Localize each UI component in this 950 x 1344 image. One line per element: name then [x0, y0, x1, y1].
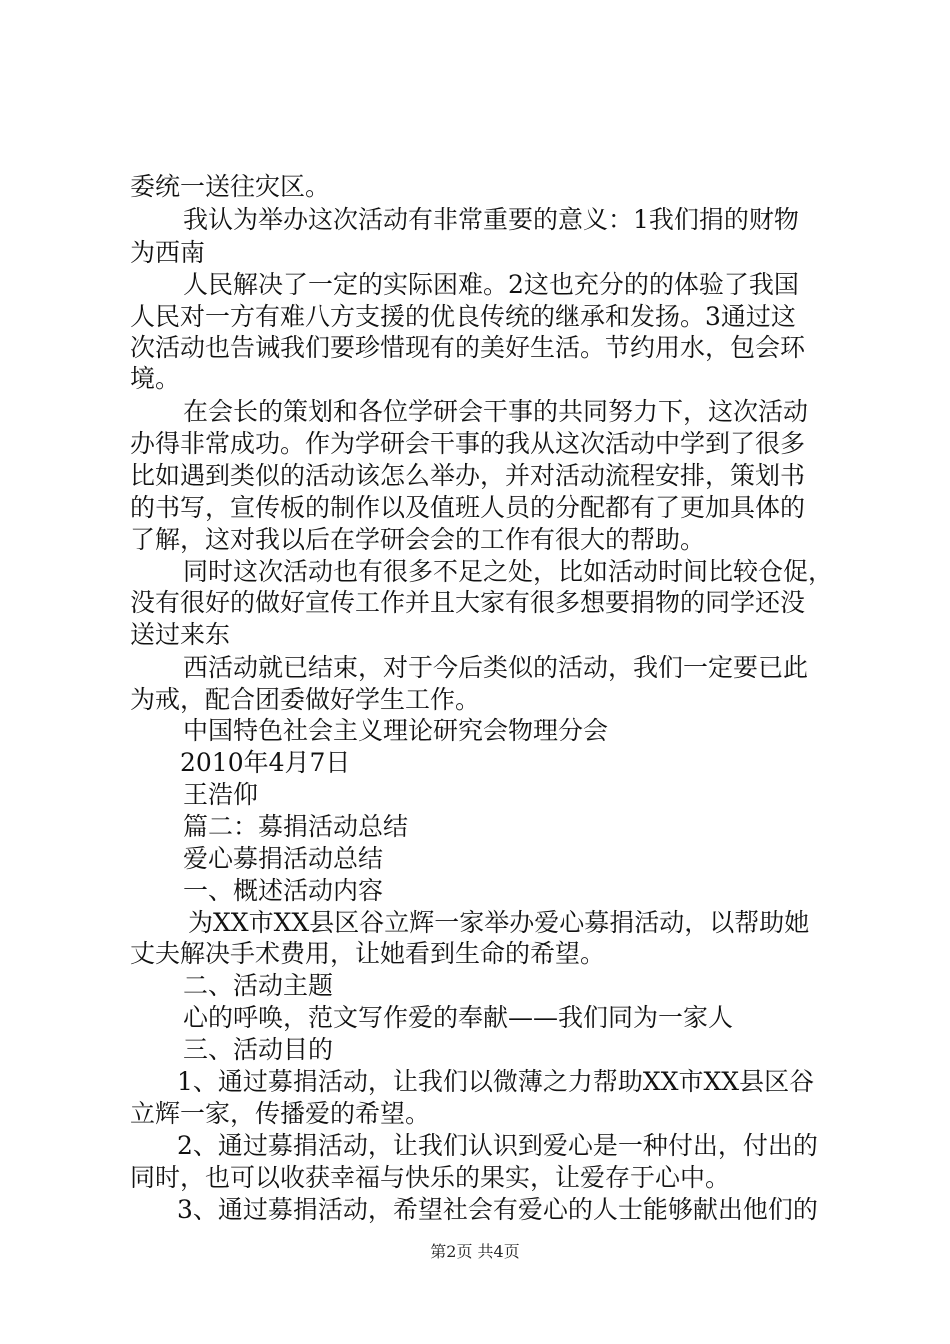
text-line: 3、通过募捐活动，希望社会有爱心的人士能够献出他们的 [177, 1195, 818, 1224]
text-line: 办得非常成功。作为学研会干事的我从这次活动中学到了很多 [130, 429, 806, 458]
text-line: 我认为举办这次活动有非常重要的意义：1我们捐的财物 [183, 205, 799, 234]
text-line: 委统一送往灾区。 [130, 172, 331, 201]
text-line: 的书写，宣传板的制作以及值班人员的分配都有了更加具体的 [130, 493, 806, 522]
text-line: 次活动也告诫我们要珍惜现有的美好生活。节约用水，包会环 [130, 333, 806, 362]
text-line: 一、概述活动内容 [183, 876, 384, 905]
text-line: 中国特色社会主义理论研究会物理分会 [183, 716, 609, 745]
text-line: 二、活动主题 [183, 971, 334, 1000]
text-line: 立辉一家，传播爱的希望。 [130, 1099, 431, 1128]
text-line: 爱心募捐活动总结 [183, 844, 384, 873]
text-line: 比如遇到类似的活动该怎么举办，并对活动流程安排，策划书 [130, 461, 806, 490]
text-line: 了解，这对我以后在学研会会的工作有很大的帮助。 [130, 525, 706, 554]
text-line: 1、通过募捐活动，让我们以微薄之力帮助XX市XX县区谷 [177, 1067, 815, 1096]
text-line: 同时，也可以收获幸福与快乐的果实，让爱存于心中。 [130, 1163, 731, 1192]
text-line: 为XX市XX县区谷立辉一家举办爱心募捐活动，以帮助她 [188, 908, 810, 937]
text-line: 同时这次活动也有很多不足之处，比如活动时间比较仓促， [183, 557, 834, 586]
text-line: 2010年4月7日 [180, 748, 351, 777]
text-line: 西活动就已结束，对于今后类似的活动，我们一定要已此 [183, 653, 809, 682]
text-line: 没有很好的做好宣传工作并且大家有很多想要捐物的同学还没 [130, 588, 806, 617]
text-line: 心的呼唤，范文写作爱的奉献——我们同为一家人 [183, 1003, 734, 1032]
page-number-footer: 第2页 共4页 [430, 1242, 520, 1261]
text-line: 人民对一方有难八方支援的优良传统的继承和发扬。3通过这 [130, 302, 796, 331]
text-line: 为西南 [130, 238, 206, 267]
text-line: 为戒，配合团委做好学生工作。 [130, 685, 481, 714]
text-line: 三、活动目的 [183, 1035, 334, 1064]
text-line: 丈夫解决手术费用，让她看到生命的希望。 [130, 939, 606, 968]
text-line: 王浩仰 [183, 780, 259, 809]
text-line: 在会长的策划和各位学研会干事的共同努力下，这次活动 [183, 397, 809, 426]
text-line: 篇二：募捐活动总结 [183, 812, 409, 841]
text-line: 境。 [130, 364, 181, 393]
text-line: 2、通过募捐活动，让我们认识到爱心是一种付出，付出的 [177, 1131, 818, 1160]
text-line: 人民解决了一定的实际困难。2这也充分的的体验了我国 [183, 270, 799, 299]
text-line: 送过来东 [130, 620, 231, 649]
